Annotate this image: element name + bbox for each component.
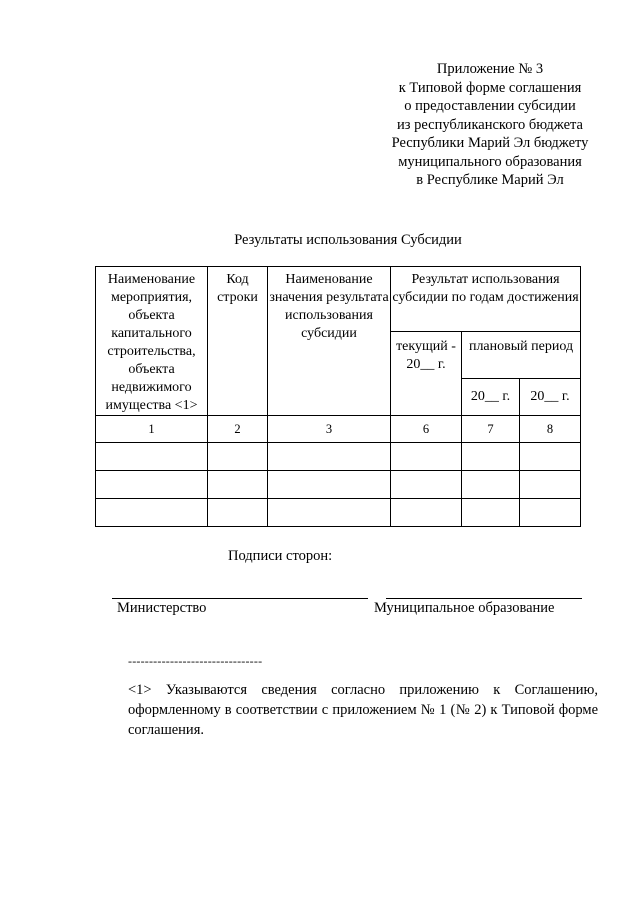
table-cell — [96, 499, 208, 527]
table-cell — [208, 499, 268, 527]
table-cell — [520, 443, 581, 471]
table-cell — [268, 443, 391, 471]
table-cell — [208, 471, 268, 499]
table-cell — [268, 471, 391, 499]
footnote-body: <1> Указываются сведения согласно приложению к Соглашению, оформленному в соответствии с приложением № 1 (№ 2) к Типовой форме соглашения. — [128, 682, 598, 738]
table-cell — [391, 443, 462, 471]
table-row — [96, 471, 581, 499]
annex-line: в Республике Марий Эл — [416, 172, 564, 188]
table-cell — [520, 499, 581, 527]
header-planned-year-1: 20__ г. — [462, 379, 520, 416]
header-result-value-name: Наименование значения результата использования субсидии — [268, 267, 391, 416]
header-row-code: Код строки — [208, 267, 268, 416]
header-activity-name: Наименование мероприятия, объекта капитального строительства, объекта недвижимого имущества <1> — [96, 267, 208, 416]
column-number: 7 — [462, 416, 520, 443]
signatures-title: Подписи сторон: — [228, 548, 333, 564]
table-cell — [391, 499, 462, 527]
annex-line: о предоставлении субсидии — [404, 98, 576, 114]
signature-line-municipality — [386, 598, 582, 599]
column-number: 2 — [208, 416, 268, 443]
column-number: 6 — [391, 416, 462, 443]
table-cell — [462, 471, 520, 499]
signature-label-municipality: Муниципальное образование — [374, 600, 555, 616]
table-cell — [391, 471, 462, 499]
table-cell — [96, 471, 208, 499]
annex-line: Республики Марий Эл бюджету — [391, 135, 589, 151]
annex-line: к Типовой форме соглашения — [398, 79, 582, 96]
annex-line: Приложение № 3 — [436, 61, 544, 77]
footnote-text — [128, 680, 598, 740]
table-cell — [96, 443, 208, 471]
annex-line: муниципального образования — [398, 153, 582, 170]
header-result-by-year: Результат использования субсидии по годам достижения — [391, 267, 581, 332]
table-row — [96, 499, 581, 527]
signature-line-ministry — [112, 598, 368, 599]
column-number: 8 — [520, 416, 581, 443]
table-cell — [462, 499, 520, 527]
header-current-year: текущий - 20__ г. — [391, 332, 462, 416]
header-planned-period: плановый период — [462, 332, 581, 379]
results-table — [95, 266, 581, 527]
footnote-separator: -------------------------------- — [128, 654, 263, 668]
annex-line: из республиканского бюджета — [397, 116, 583, 133]
table-cell — [520, 471, 581, 499]
table-cell — [268, 499, 391, 527]
signature-label-ministry: Министерство — [117, 600, 207, 616]
table-row — [96, 443, 581, 471]
table-cell — [462, 443, 520, 471]
table-cell — [208, 443, 268, 471]
annex-header — [380, 60, 600, 190]
document-title: Результаты использования Субсидии — [234, 232, 462, 248]
column-numbers-row — [96, 416, 581, 443]
header-planned-year-2: 20__ г. — [520, 379, 581, 416]
column-number: 1 — [96, 416, 208, 443]
column-number: 3 — [268, 416, 391, 443]
